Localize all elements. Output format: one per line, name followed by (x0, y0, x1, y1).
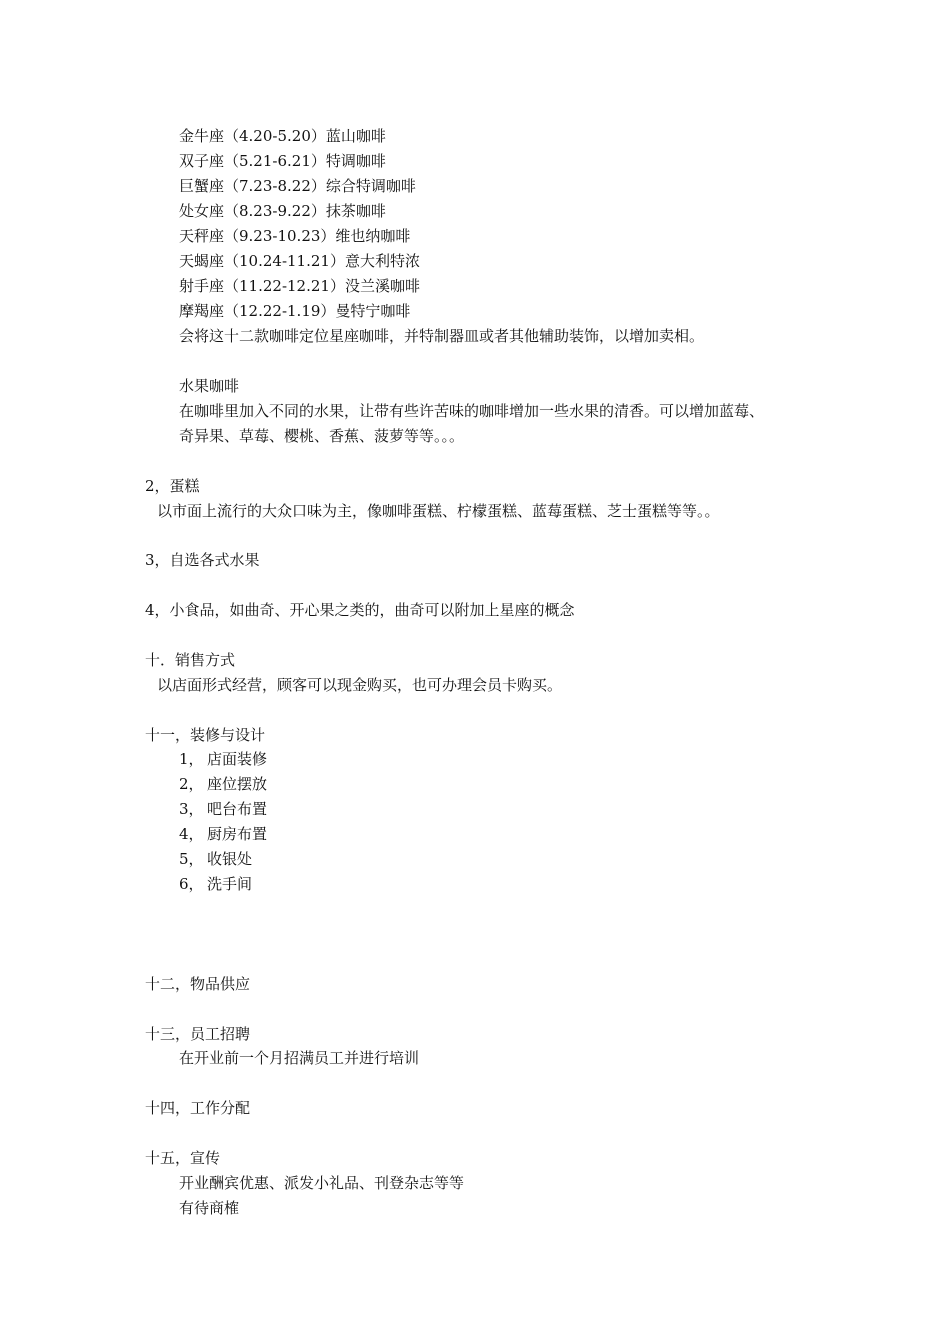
decoration-item-label: 店面装修 (207, 750, 268, 768)
decoration-item-label: 收银处 (207, 850, 253, 868)
decoration-heading: 十一，装修与设计 (145, 726, 266, 744)
zodiac-virgo: 处女座（8.23-9.22）抹茶咖啡 (179, 202, 386, 220)
decoration-item-number: 5， (179, 850, 204, 868)
zodiac-capricorn: 摩羯座（12.22-1.19）曼特宁咖啡 (179, 302, 411, 320)
decoration-item-number: 6， (179, 875, 204, 893)
promo-text-1: 开业酬宾优惠、派发小礼品、刊登杂志等等 (179, 1174, 465, 1192)
snack-heading: 4，小食品，如曲奇、开心果之类的，曲奇可以附加上星座的概念 (145, 601, 575, 619)
decoration-item-number: 2， (179, 775, 204, 793)
fruit-heading: 3，自选各式水果 (145, 551, 260, 569)
decoration-item-label: 座位摆放 (207, 775, 268, 793)
zodiac-taurus: 金牛座（4.20-5.20）蓝山咖啡 (179, 127, 386, 145)
decoration-item (179, 774, 267, 794)
fruit-coffee-text-2: 奇异果、草莓、樱桃、香蕉、菠萝等等。。。 (179, 427, 465, 445)
zodiac-note: 会将这十二款咖啡定位星座咖啡，并特制器皿或者其他辅助装饰，以增加卖相。 (179, 327, 705, 345)
decoration-item (179, 824, 267, 844)
recruit-heading: 十三，员工招聘 (145, 1025, 251, 1043)
supply-heading: 十二，物品供应 (145, 975, 251, 993)
decoration-item (179, 874, 252, 894)
decoration-item (179, 749, 267, 769)
promo-text-2: 有待商榷 (179, 1199, 240, 1217)
decoration-item-number: 3， (179, 800, 204, 818)
decoration-item-label: 厨房布置 (207, 825, 268, 843)
zodiac-cancer: 巨蟹座（7.23-8.22）综合特调咖啡 (179, 177, 416, 195)
zodiac-gemini: 双子座（5.21-6.21）特调咖啡 (179, 152, 386, 170)
decoration-item-label: 洗手间 (207, 875, 253, 893)
decoration-item-label: 吧台布置 (207, 800, 268, 818)
promo-heading: 十五，宣传 (145, 1149, 221, 1167)
zodiac-libra: 天秤座（9.23-10.23）维也纳咖啡 (179, 227, 411, 245)
work-heading: 十四，工作分配 (145, 1099, 251, 1117)
zodiac-scorpio: 天蝎座（10.24-11.21）意大利特浓 (179, 252, 420, 270)
decoration-item-number: 4， (179, 825, 204, 843)
fruit-coffee-title: 水果咖啡 (179, 377, 240, 395)
recruit-text: 在开业前一个月招满员工并进行培训 (179, 1049, 420, 1067)
zodiac-sagittarius: 射手座（11.22-12.21）没兰溪咖啡 (179, 277, 420, 295)
decoration-item (179, 799, 267, 819)
decoration-item (179, 849, 252, 869)
cake-text: 以市面上流行的大众口味为主，像咖啡蛋糕、柠檬蛋糕、蓝莓蛋糕、芝士蛋糕等等。。 (157, 502, 720, 520)
decoration-item-number: 1， (179, 750, 204, 768)
cake-heading: 2，蛋糕 (145, 477, 200, 495)
sales-text: 以店面形式经营，顾客可以现金购买，也可办理会员卡购买。 (157, 676, 563, 694)
sales-heading: 十．销售方式 (145, 651, 236, 669)
fruit-coffee-text-1: 在咖啡里加入不同的水果，让带有些许苦味的咖啡增加一些水果的清香。可以增加蓝莓、 (179, 402, 765, 420)
